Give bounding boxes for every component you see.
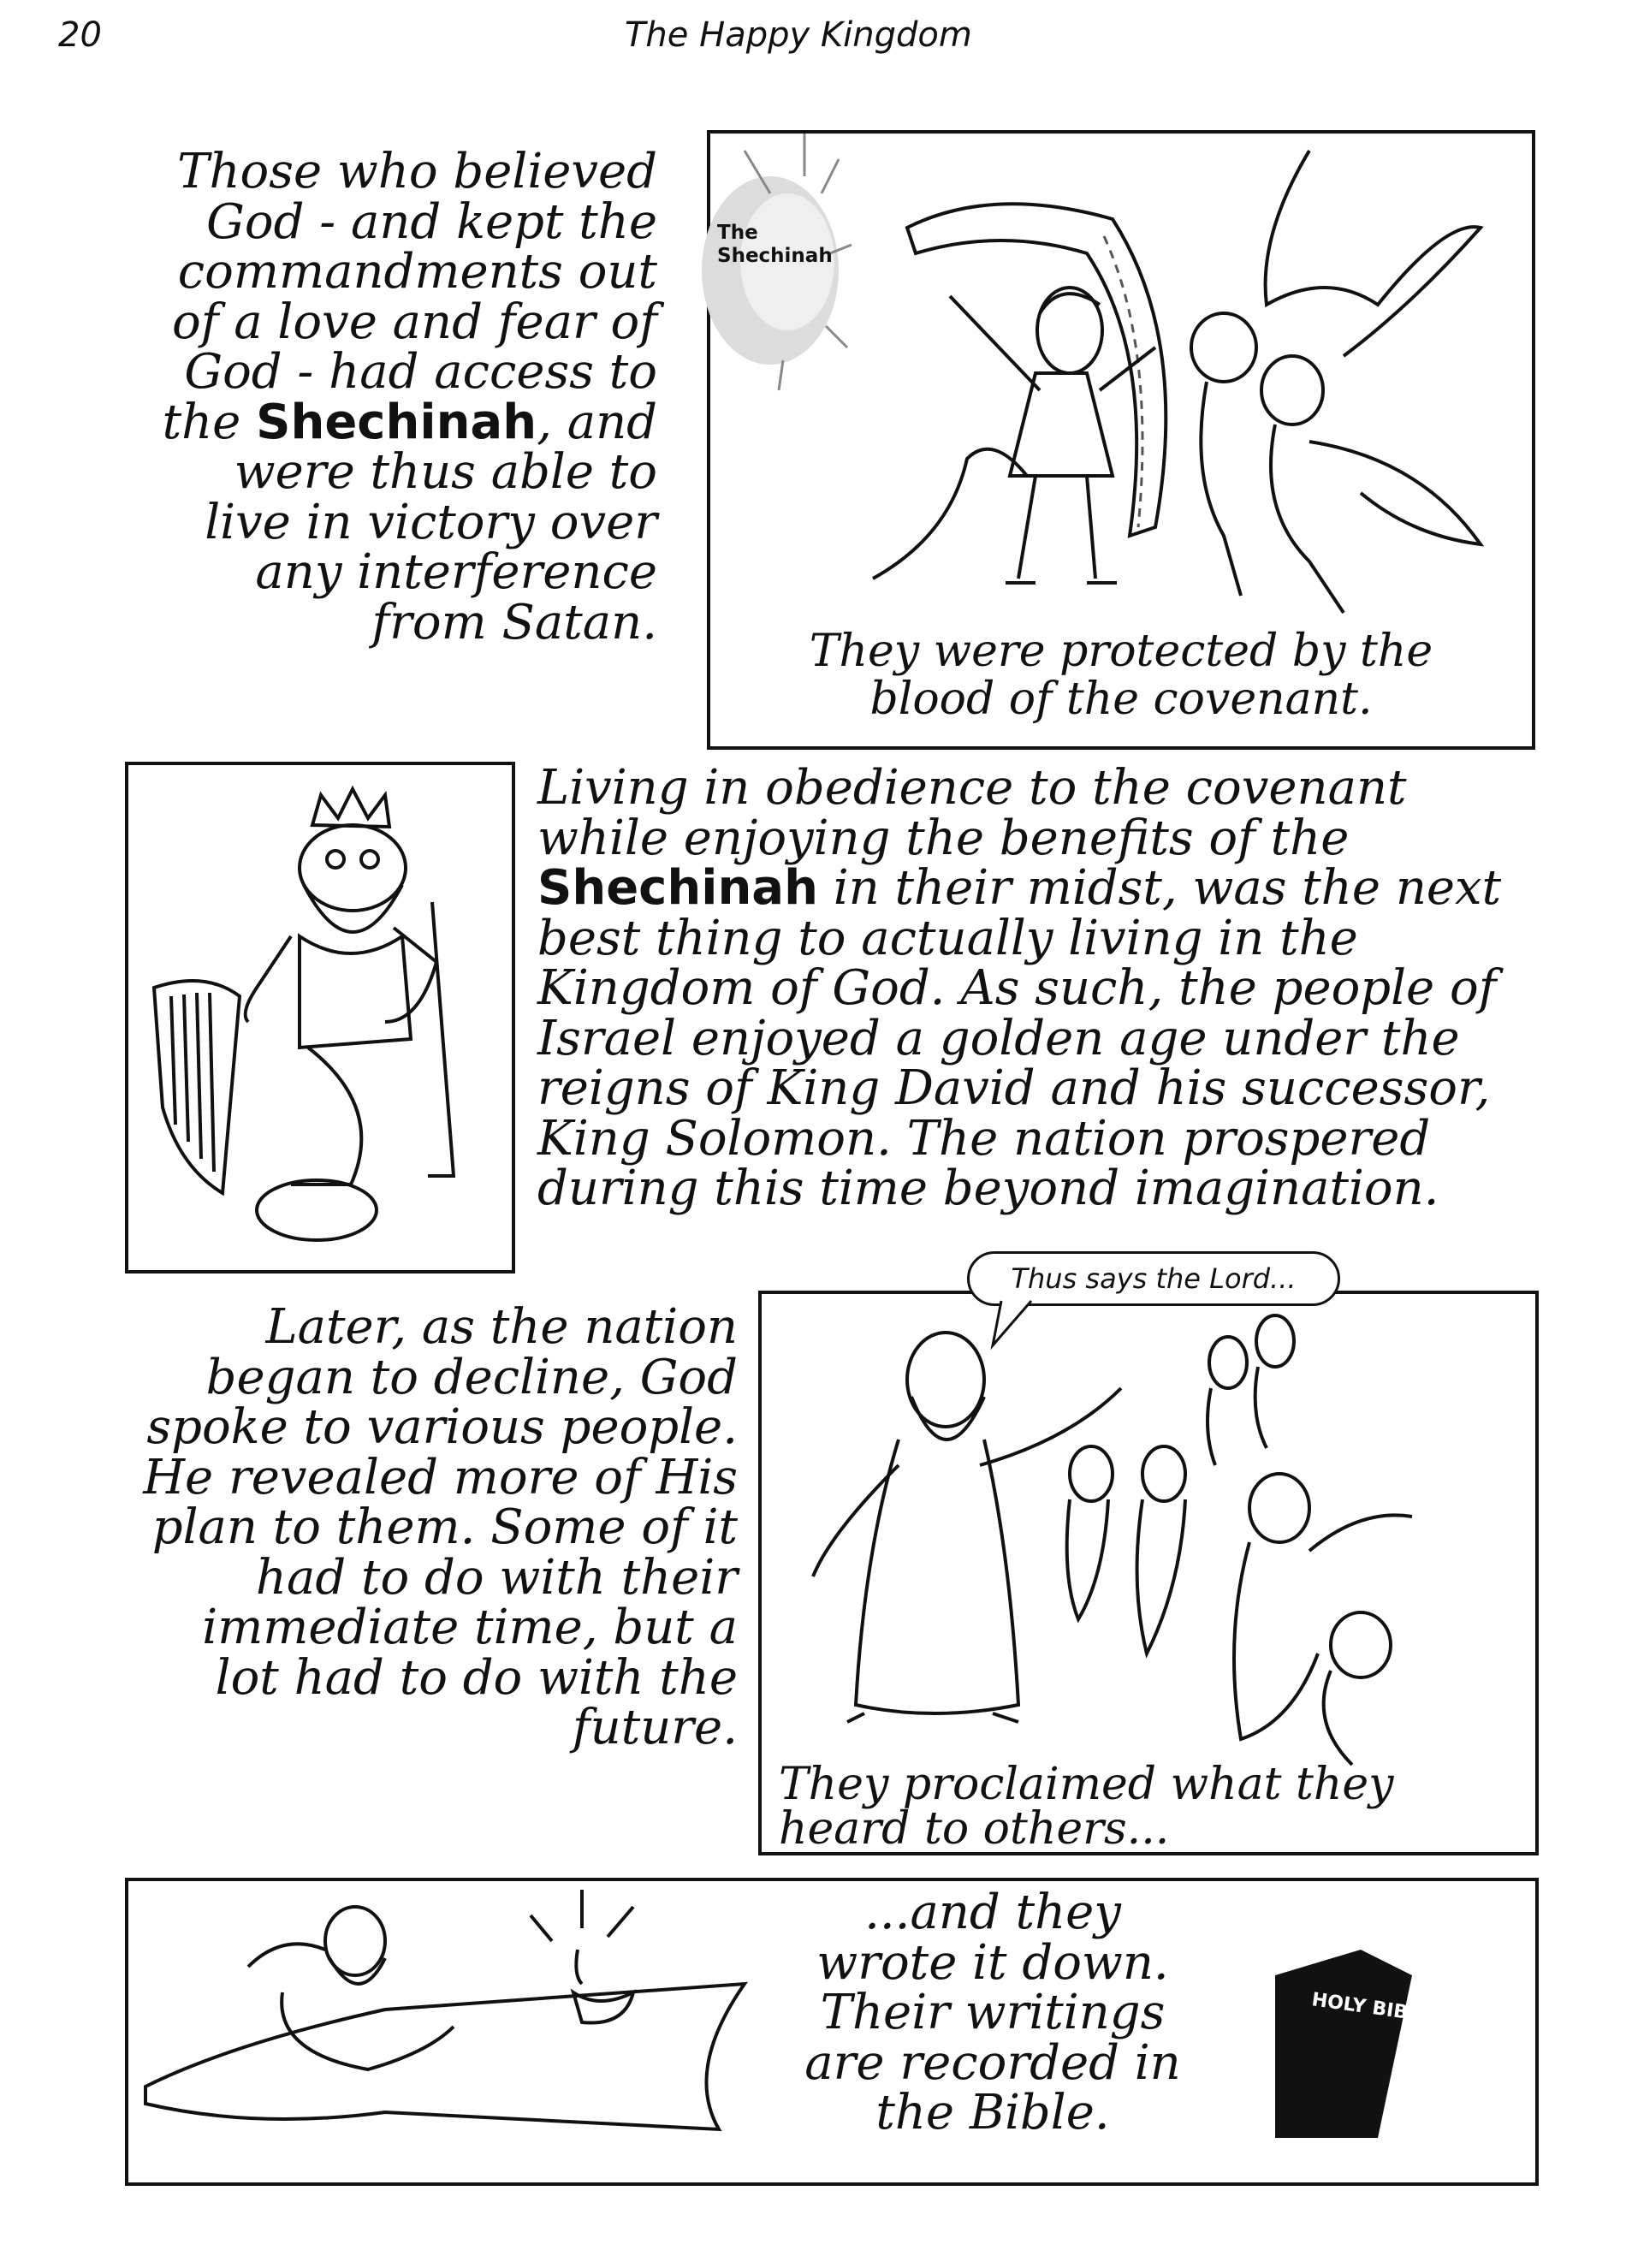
text-fragment: in their midst, was the next [817,860,1502,916]
section2-text [537,760,1530,1216]
shechinah-label-line: The [717,222,758,244]
oil-lamp-icon [531,1890,633,2023]
text-line: from Satan. [371,594,657,650]
king-beard [304,885,402,932]
text-line: any interference [255,544,657,600]
serpent-tail [873,449,1027,579]
person-figure [950,288,1155,583]
panel-king-david [125,762,515,1274]
running-title: The Happy Kingdom [625,15,972,55]
throne [428,902,454,1176]
panel3-caption-line: They proclaimed what they [779,1759,1394,1810]
shechinah-bold: Shechinah [256,394,537,450]
text-line [103,394,657,450]
text-line: God - and kept the [206,193,657,250]
text-line [537,860,1530,916]
page-number: 20 [58,15,102,55]
panel1-caption-line: They were protected by the [809,626,1433,677]
prophet-illustration [762,1294,1535,1855]
text-line: are recorded in [804,2034,1181,2091]
shechinah-illustration [710,134,1532,746]
text-line: King Solomon. The nation prospered [537,1110,1431,1167]
text-line: of a love and fear of [172,294,657,350]
speech-bubble-tail [993,1301,1044,1349]
text-line: while enjoying the benefits of the [537,810,1350,866]
text-line: immediate time, but a [202,1600,738,1655]
text-fragment: the [162,394,257,450]
speech-bubble: Thus says the Lord... [967,1251,1340,1306]
text-line: wrote it down. [816,1934,1169,1991]
king-head [300,825,406,911]
text-line: live in victory over [205,494,657,550]
section4-text [753,1885,1232,2140]
text-line: plan to them. Some of it [151,1499,738,1555]
text-line: Israel enjoyed a golden age under the [537,1010,1460,1066]
text-line: began to decline, God [205,1349,738,1405]
panel-prophet [758,1291,1539,1855]
text-line: commandments out [177,244,657,300]
text-fragment: , and [537,394,657,450]
shechinah-bold: Shechinah [537,860,818,916]
text-line: the Bible. [875,2085,1110,2140]
text-line: ...and they [864,1885,1121,1940]
listener-figures [1067,1315,1412,1765]
text-line: future. [572,1700,738,1755]
text-line: were thus able to [234,444,657,500]
panel1-caption-line: blood of the covenant. [869,674,1373,725]
king-leg [291,1048,361,1184]
text-line: Those who believed [177,144,657,199]
footstool [257,1180,377,1240]
king-robe [300,936,411,1048]
demon-figures [1191,151,1481,613]
text-line: Their writings [820,1985,1166,2040]
shechinah-label-line: Shechinah [717,245,833,267]
text-line: spoke to various people. [146,1399,738,1455]
text-line: during this time beyond imagination. [537,1161,1439,1216]
section3-text [94,1299,738,1755]
text-line: Living in obedience to the covenant [537,760,1407,816]
text-line: God - had access to [184,344,657,400]
harp-icon [154,981,240,1193]
scribe-figure [248,1907,454,2069]
panel-shechinah [707,130,1535,750]
crown-icon [312,789,389,827]
scroll [145,1984,745,2129]
text-line: reigns of King David and his successor, [537,1060,1491,1116]
text-line: best thing to actually living in the [537,910,1358,966]
prophet-figure [813,1333,1121,1722]
king-arm [246,936,291,1022]
holy-bible-icon [1275,1950,1433,2138]
section1-text [103,144,657,650]
text-line: He revealed more of His [143,1449,738,1505]
panel3-caption-line: heard to others... [779,1803,1170,1855]
text-line: Kingdom of God. As such, the people of [537,960,1497,1016]
text-line: had to do with their [255,1549,738,1606]
text-line: Later, as the nation [265,1299,738,1355]
king-david-illustration [128,765,512,1270]
bible-label: HOLY BIBLE [1310,1989,1434,2028]
text-line: lot had to do with the [215,1649,738,1706]
